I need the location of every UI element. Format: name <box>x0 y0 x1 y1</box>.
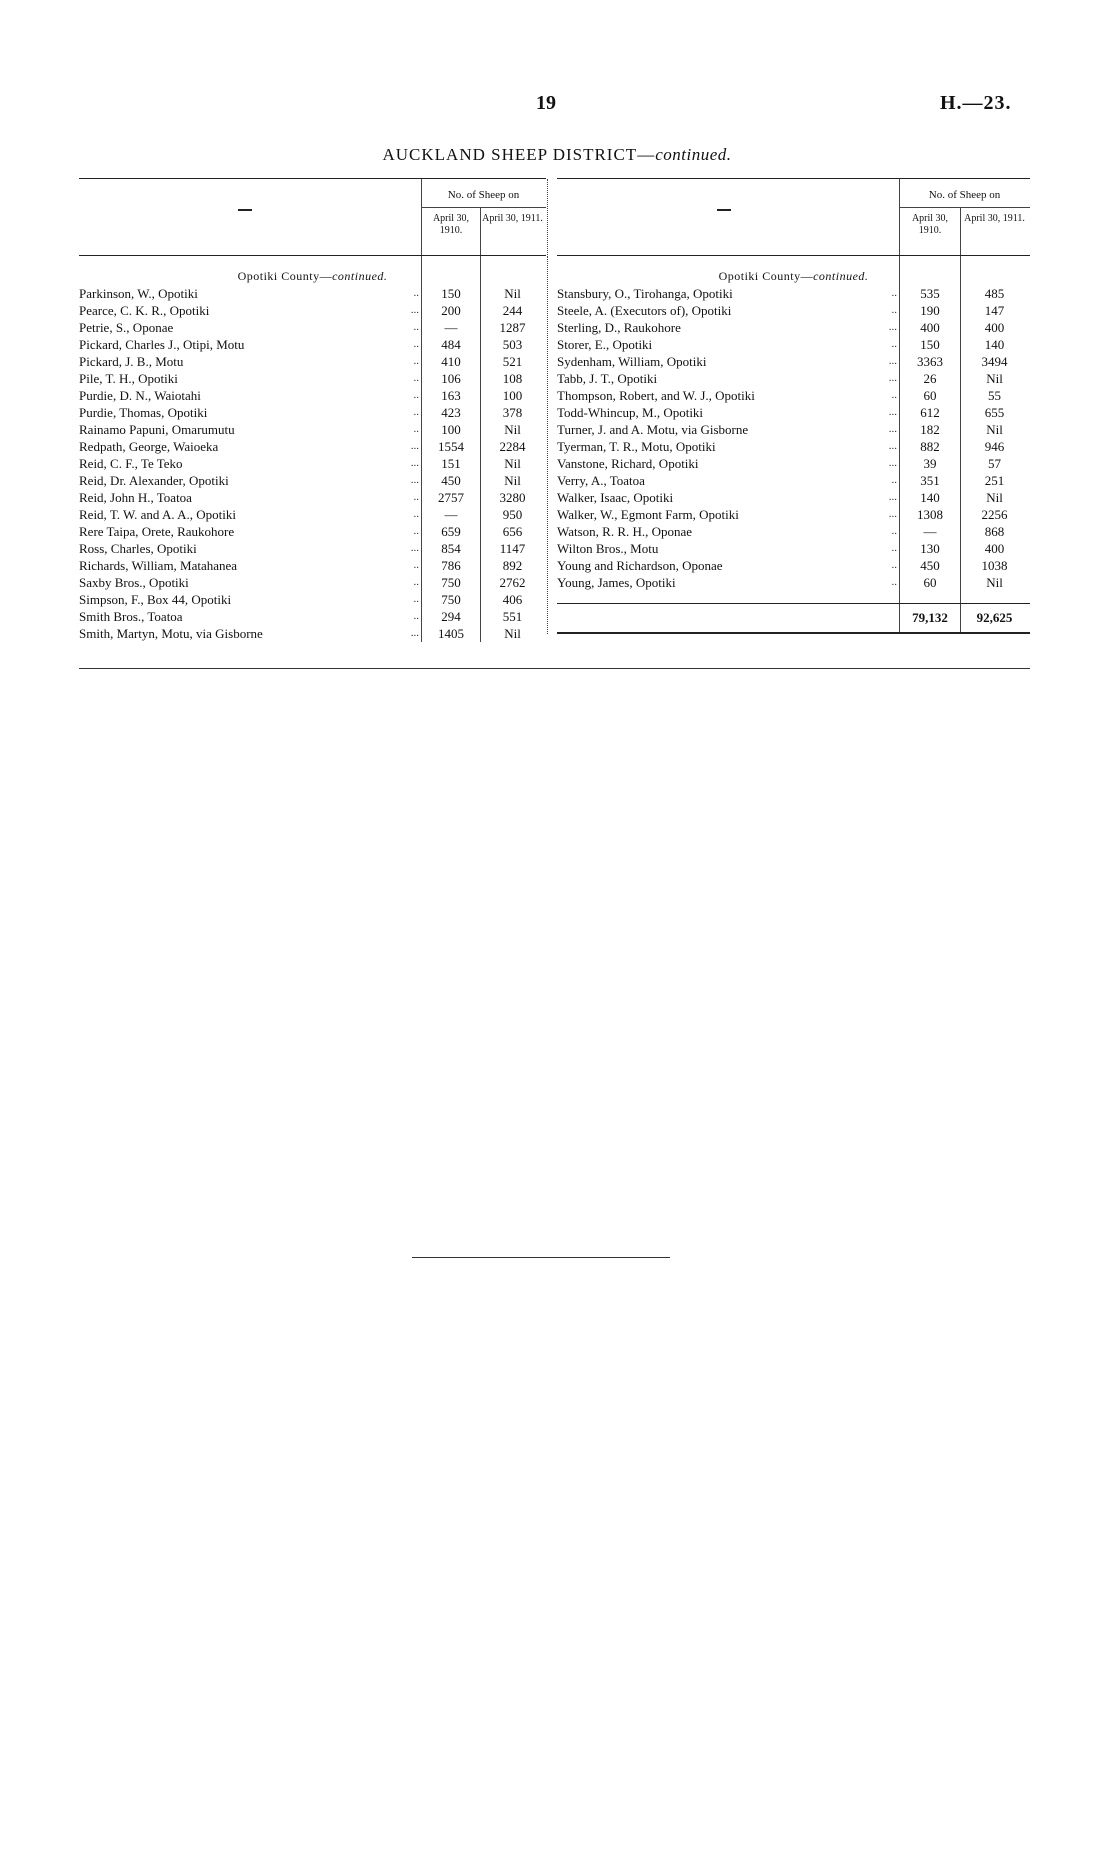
leader-dots: .. <box>891 542 897 554</box>
table-row <box>79 472 546 489</box>
owner-name: Petrie, S., Oponae <box>79 320 174 335</box>
owner-name: Richards, William, Matahanea <box>79 558 238 573</box>
owner-name: Pickard, J. B., Motu <box>79 354 184 369</box>
table-row <box>557 455 1030 472</box>
leader-dots: .. <box>413 508 419 520</box>
right-table <box>557 178 1030 634</box>
left-header-rule <box>421 207 546 208</box>
leader-dots: .. <box>413 491 419 503</box>
table-row <box>557 540 1030 557</box>
owner-name: Tabb, J. T., Opotiki <box>557 371 658 386</box>
table-row <box>557 319 1030 336</box>
leader-dots: ... <box>888 355 897 367</box>
sheep-1911: 406 <box>502 592 523 607</box>
sheep-1911: 2284 <box>499 439 526 454</box>
sheep-1910: 535 <box>920 286 940 301</box>
leader-dots: ... <box>410 474 419 486</box>
owner-name: Watson, R. R. H., Oponae <box>557 524 693 539</box>
leader-dots: ... <box>888 508 897 520</box>
sheep-1910: 106 <box>441 371 461 386</box>
right-divider <box>899 604 900 632</box>
table-row <box>557 557 1030 574</box>
sheep-1910: 182 <box>920 422 940 437</box>
sheep-1910: 294 <box>441 609 461 624</box>
sheep-1910: — <box>444 507 458 522</box>
sheep-1910: 750 <box>441 575 461 590</box>
leader-dots: ... <box>888 457 897 469</box>
center-divider <box>547 179 548 255</box>
table-row <box>79 591 546 608</box>
sheep-1911: Nil <box>504 422 521 437</box>
sheep-1911: Nil <box>504 456 521 471</box>
sheep-1911: Nil <box>986 371 1003 386</box>
right-divider <box>899 179 900 255</box>
owner-name: Steele, A. (Executors of), Opotiki <box>557 303 732 318</box>
leader-dots: ... <box>888 440 897 452</box>
leader-dots: ... <box>410 457 419 469</box>
table-row <box>79 506 546 523</box>
table-row <box>79 387 546 404</box>
leader-dots: .. <box>891 389 897 401</box>
sheep-1911: 3280 <box>499 490 526 505</box>
table-row <box>557 404 1030 421</box>
sheep-1911: 2762 <box>499 575 526 590</box>
owner-name: Wilton Bros., Motu <box>557 541 659 556</box>
table-row <box>557 472 1030 489</box>
owner-name: Young, James, Opotiki <box>557 575 676 590</box>
table-row <box>79 353 546 370</box>
leader-dots: .. <box>891 474 897 486</box>
sheep-1911: 251 <box>984 473 1005 488</box>
sheep-1910: — <box>444 320 458 335</box>
page-title <box>0 145 1114 165</box>
leader-dots: .. <box>891 287 897 299</box>
sheep-1910: 882 <box>920 439 940 454</box>
county-name: Opotiki County— <box>237 269 333 283</box>
sheep-1910: 150 <box>441 286 461 301</box>
sheep-1911: 57 <box>988 456 1001 471</box>
sheep-1911: 1147 <box>499 541 526 556</box>
leader-dots: .. <box>413 355 419 367</box>
leader-dots: .. <box>413 389 419 401</box>
leader-dots: ... <box>410 440 419 452</box>
sheep-1911: 378 <box>502 405 523 420</box>
sheep-1910: 2757 <box>438 490 464 505</box>
owner-name: Ross, Charles, Opotiki <box>79 541 197 556</box>
owner-name: Sydenham, William, Opotiki <box>557 354 707 369</box>
sheep-1911: 655 <box>984 405 1005 420</box>
leader-dots: .. <box>413 423 419 435</box>
table-row <box>79 625 546 642</box>
sheep-1910: 786 <box>441 558 461 573</box>
owner-name: Todd-Whincup, M., Opotiki <box>557 405 704 420</box>
table-row <box>79 574 546 591</box>
sheep-1910: 190 <box>920 303 940 318</box>
sheep-1911: 100 <box>502 388 523 403</box>
right-group-label: No. of Sheep on <box>928 189 1001 201</box>
owner-name: Storer, E., Opotiki <box>557 337 653 352</box>
left-divider <box>421 179 422 255</box>
table-row <box>79 370 546 387</box>
sheep-1910: 854 <box>441 541 461 556</box>
sheep-1911: 521 <box>502 354 523 369</box>
sheep-1910: 423 <box>441 405 461 420</box>
sheep-1911: Nil <box>986 575 1003 590</box>
sheep-1910: 100 <box>441 422 461 437</box>
leader-dots: .. <box>413 287 419 299</box>
sheep-1910: 151 <box>441 456 461 471</box>
owner-name: Reid, John H., Toatoa <box>79 490 192 505</box>
sheep-1910: 1308 <box>917 507 943 522</box>
sheep-1911: Nil <box>504 473 521 488</box>
right-divider <box>960 207 961 255</box>
sheep-1911: 400 <box>984 320 1005 335</box>
table-row <box>557 489 1030 506</box>
owner-name: Sterling, D., Raukohore <box>557 320 681 335</box>
right-header-rule <box>899 207 1030 208</box>
owner-name: Vanstone, Richard, Opotiki <box>557 456 699 471</box>
left-divider <box>480 207 481 255</box>
owner-name: Verry, A., Toatoa <box>557 473 645 488</box>
table-row <box>79 404 546 421</box>
section-end-rule <box>412 1257 670 1258</box>
sheep-1910: 200 <box>441 303 461 318</box>
table-row <box>79 455 546 472</box>
sheep-1910: 450 <box>920 558 940 573</box>
sheep-1911: 1038 <box>981 558 1008 573</box>
total-1911: 92,625 <box>976 610 1013 625</box>
table-row <box>79 302 546 319</box>
table-row <box>79 489 546 506</box>
owner-name: Reid, Dr. Alexander, Opotiki <box>79 473 229 488</box>
title-continued: continued. <box>655 145 732 164</box>
title-main: AUCKLAND SHEEP DISTRICT— <box>382 145 656 164</box>
owner-name: Reid, T. W. and A. A., Opotiki <box>79 507 236 522</box>
left-col-1911-label: April 30, 1911. <box>482 213 543 224</box>
sheep-1910: 60 <box>923 575 937 590</box>
sheep-1910: 1554 <box>438 439 464 454</box>
sheep-1910: 130 <box>920 541 940 556</box>
leader-dots: ... <box>410 542 419 554</box>
owner-name: Smith, Martyn, Motu, via Gisborne <box>79 626 263 641</box>
table-row <box>557 370 1030 387</box>
right-col-1910-label: April 30, 1910. <box>911 213 949 236</box>
table-row <box>557 523 1030 540</box>
sheep-1911: 147 <box>984 303 1005 318</box>
owner-name: Pickard, Charles J., Otipi, Motu <box>79 337 245 352</box>
sheep-1911: 244 <box>502 303 523 318</box>
table-row <box>557 302 1030 319</box>
left-name-column-dash <box>238 209 252 211</box>
owner-name: Smith Bros., Toatoa <box>79 609 183 624</box>
sheep-1911: 892 <box>502 558 523 573</box>
left-col-1910-label: April 30, 1910. <box>432 213 470 236</box>
right-col-1911-label: April 30, 1911. <box>964 213 1025 224</box>
owner-name: Purdie, D. N., Waiotahi <box>79 388 201 403</box>
sheep-1910: 351 <box>920 473 940 488</box>
owner-name: Walker, W., Egmont Farm, Opotiki <box>557 507 739 522</box>
owner-name: Stansbury, O., Tirohanga, Opotiki <box>557 286 733 301</box>
sheep-1911: 868 <box>984 524 1005 539</box>
owner-name: Reid, C. F., Te Teko <box>79 456 183 471</box>
sheep-1911: 140 <box>984 337 1005 352</box>
sheep-1910: 659 <box>441 524 461 539</box>
owner-name: Turner, J. and A. Motu, via Gisborne <box>557 422 749 437</box>
sheep-1910: 450 <box>441 473 461 488</box>
table-row <box>79 336 546 353</box>
table-row <box>79 557 546 574</box>
leader-dots: .. <box>413 338 419 350</box>
table-row <box>79 540 546 557</box>
table-row <box>557 438 1030 455</box>
table-row <box>79 608 546 625</box>
leader-dots: .. <box>891 525 897 537</box>
leader-dots: .. <box>891 576 897 588</box>
sheep-1911: 1287 <box>499 320 526 335</box>
sheep-1910: 39 <box>923 456 937 471</box>
sheep-1910: 484 <box>441 337 461 352</box>
county-continued: continued. <box>332 269 388 283</box>
sheep-1911: Nil <box>986 490 1003 505</box>
county-name: Opotiki County— <box>718 269 814 283</box>
owner-name: Rere Taipa, Orete, Raukohore <box>79 524 235 539</box>
sheep-1911: Nil <box>504 626 521 641</box>
table-row <box>79 438 546 455</box>
leader-dots: ... <box>410 304 419 316</box>
left-table <box>79 178 546 642</box>
right-table-header <box>557 178 1030 256</box>
leader-dots: .. <box>891 559 897 571</box>
sheep-1911: 485 <box>984 286 1005 301</box>
sheep-1911: 3494 <box>981 354 1008 369</box>
sheep-1911: 551 <box>502 609 523 624</box>
total-1910: 79,132 <box>912 610 948 625</box>
leader-dots: ... <box>888 372 897 384</box>
center-divider <box>547 256 548 634</box>
leader-dots: ... <box>888 491 897 503</box>
sheep-1911: Nil <box>504 286 521 301</box>
owner-name: Pearce, C. K. R., Opotiki <box>79 303 210 318</box>
leader-dots: ... <box>888 423 897 435</box>
sheep-1910: — <box>923 524 937 539</box>
table-row <box>79 523 546 540</box>
leader-dots: ... <box>888 406 897 418</box>
sheep-1910: 3363 <box>917 354 943 369</box>
leader-dots: ... <box>888 321 897 333</box>
table-row <box>557 387 1030 404</box>
table-row <box>557 574 1030 591</box>
leader-dots: .. <box>413 610 419 622</box>
sheep-1911: 400 <box>984 541 1005 556</box>
sheep-1910: 400 <box>920 320 940 335</box>
table-bottom-rule <box>79 668 1030 669</box>
sheep-1911: 2256 <box>981 507 1008 522</box>
sheep-1910: 26 <box>923 371 937 386</box>
sheep-1910: 140 <box>920 490 940 505</box>
owner-name: Saxby Bros., Opotiki <box>79 575 189 590</box>
sheep-1911: 108 <box>502 371 523 386</box>
right-name-column-dash <box>717 209 731 211</box>
sheep-1910: 750 <box>441 592 461 607</box>
leader-dots: .. <box>413 406 419 418</box>
owner-name: Purdie, Thomas, Opotiki <box>79 405 208 420</box>
owner-name: Simpson, F., Box 44, Opotiki <box>79 592 232 607</box>
sheep-1911: 55 <box>988 388 1001 403</box>
left-group-label: No. of Sheep on <box>447 189 520 201</box>
table-row <box>79 285 546 302</box>
sheep-1911: 946 <box>984 439 1005 454</box>
owner-name: Parkinson, W., Opotiki <box>79 286 198 301</box>
sheep-1910: 163 <box>441 388 461 403</box>
table-row <box>557 353 1030 370</box>
leader-dots: .. <box>891 304 897 316</box>
totals-row <box>557 603 1030 634</box>
sheep-1910: 410 <box>441 354 461 369</box>
county-continued: continued. <box>813 269 869 283</box>
right-county-heading <box>557 268 1030 285</box>
owner-name: Young and Richardson, Oponae <box>557 558 723 573</box>
sheep-1910: 612 <box>920 405 940 420</box>
page-number: 19 <box>536 92 556 114</box>
sheep-1911: Nil <box>986 422 1003 437</box>
report-code: H.—23. <box>940 92 1012 114</box>
sheep-1910: 1405 <box>438 626 464 641</box>
sheep-1911: 950 <box>502 507 523 522</box>
sheep-1911: 656 <box>502 524 523 539</box>
owner-name: Tyerman, T. R., Motu, Opotiki <box>557 439 716 454</box>
table-row <box>557 506 1030 523</box>
leader-dots: .. <box>413 559 419 571</box>
leader-dots: .. <box>891 338 897 350</box>
owner-name: Pile, T. H., Opotiki <box>79 371 178 386</box>
table-row <box>79 421 546 438</box>
table-row <box>79 319 546 336</box>
leader-dots: .. <box>413 576 419 588</box>
left-county-heading <box>79 268 546 285</box>
sheep-1910: 60 <box>923 388 937 403</box>
sheep-1911: 503 <box>502 337 523 352</box>
owner-name: Walker, Isaac, Opotiki <box>557 490 674 505</box>
leader-dots: .. <box>413 593 419 605</box>
leader-dots: .. <box>413 321 419 333</box>
left-table-header <box>79 178 546 256</box>
owner-name: Rainamo Papuni, Omarumutu <box>79 422 235 437</box>
table-row <box>557 285 1030 302</box>
leader-dots: .. <box>413 372 419 384</box>
owner-name: Redpath, George, Waioeka <box>79 439 219 454</box>
leader-dots: .. <box>413 525 419 537</box>
leader-dots: ... <box>410 627 419 639</box>
sheep-1910: 150 <box>920 337 940 352</box>
table-row <box>557 421 1030 438</box>
owner-name: Thompson, Robert, and W. J., Opotiki <box>557 388 755 403</box>
table-row <box>557 336 1030 353</box>
